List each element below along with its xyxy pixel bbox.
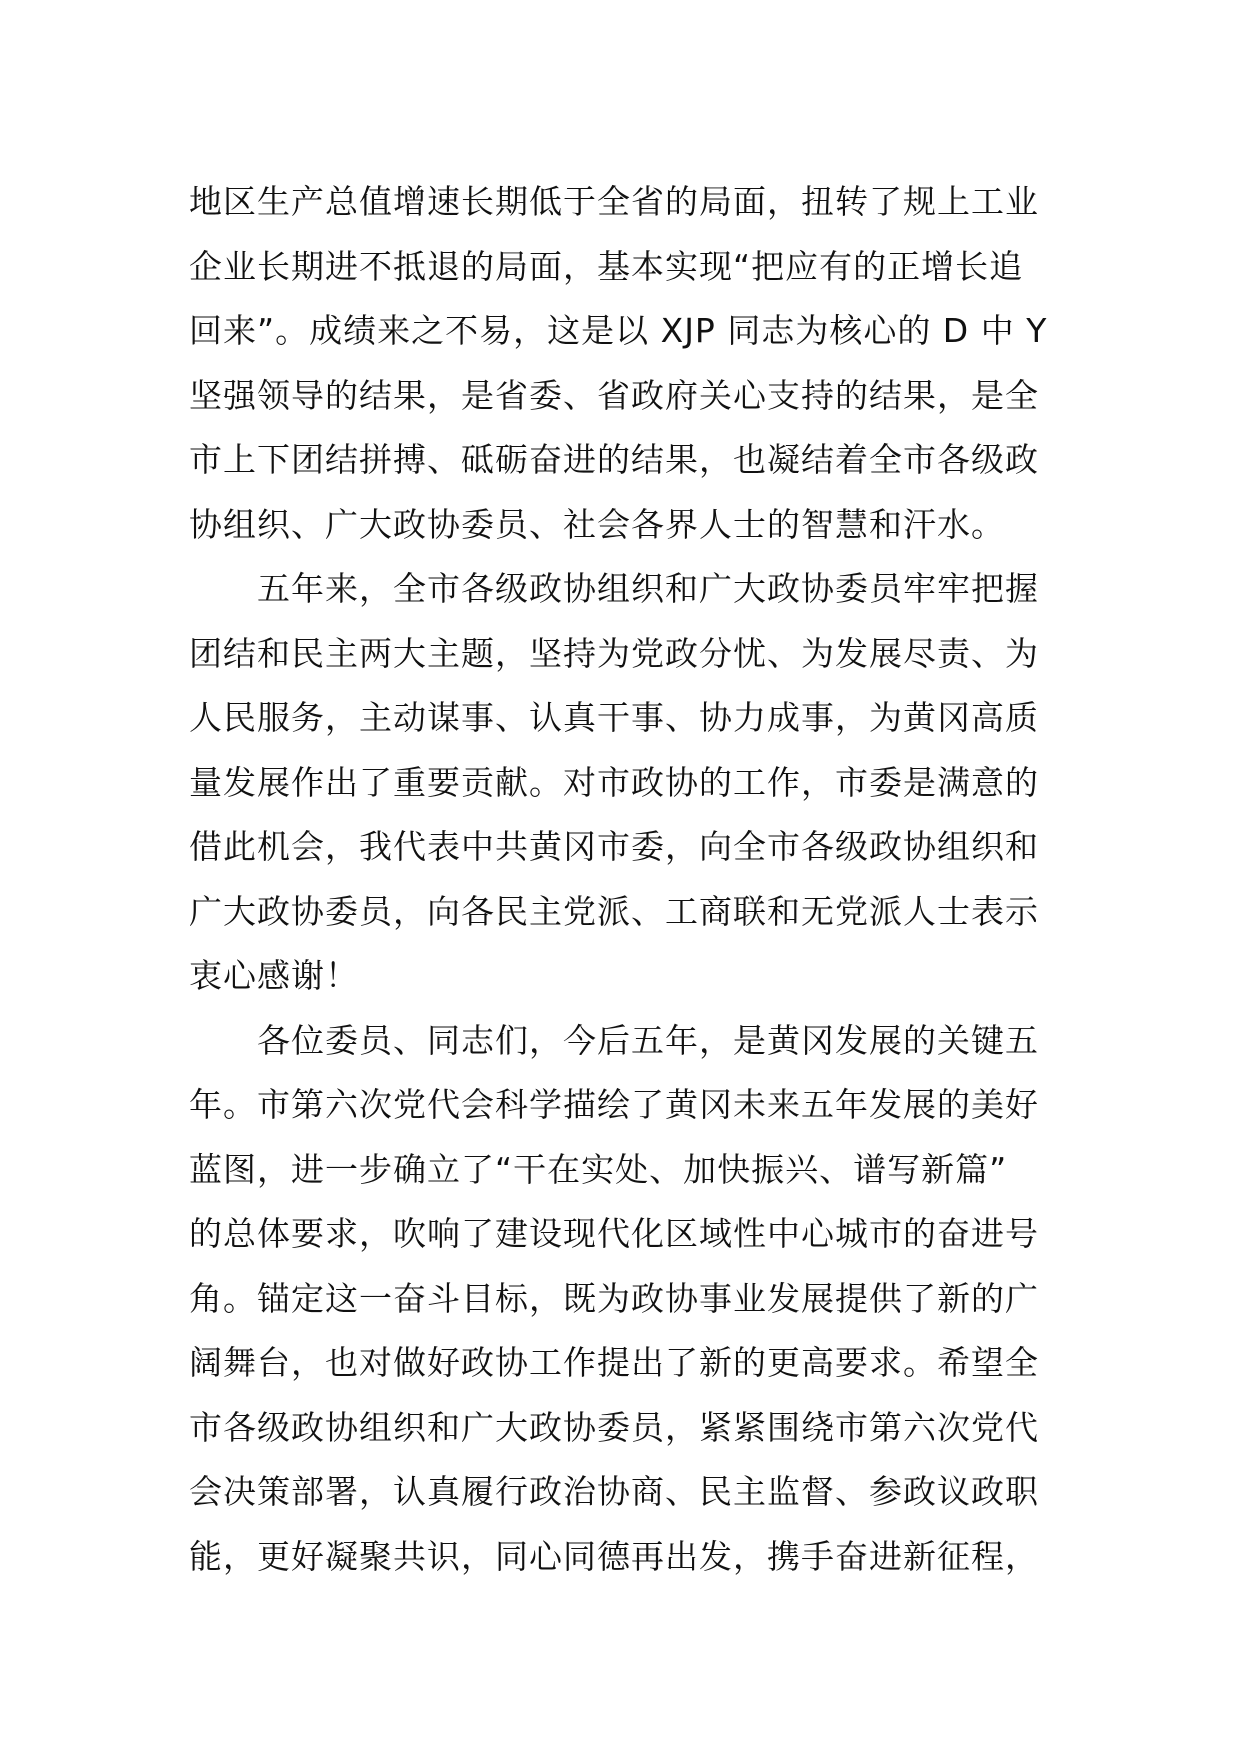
text-line: 年。市第六次党代会科学描绘了黄冈未来五年发展的美好 (189, 1085, 1039, 1124)
text-line: 地区生产总值增速长期低于全省的局面，扭转了规上工业 (189, 182, 1039, 221)
text-line: 协组织、广大政协委员、社会各界人士的智慧和汗水。 (189, 504, 1005, 544)
text-line: 各位委员、同志们，今后五年，是黄冈发展的关键五 (257, 1020, 1039, 1060)
text-line: 企业长期进不抵退的局面，基本实现“把应有的正增长追 (189, 246, 1024, 286)
text-line: 市上下团结拼搏、砥砺奋进的结果，也凝结着全市各级政 (189, 440, 1039, 479)
text-line: 能，更好凝聚共识，同心同德再出发，携手奋进新征程， (189, 1536, 1039, 1576)
paragraph-3 (189, 1009, 1059, 1590)
text-line: 团结和民主两大主题，坚持为党政分忧、为发展尽责、为 (189, 633, 1039, 673)
text-line: 阔舞台，也对做好政协工作提出了新的更高要求。希望全 (189, 1343, 1039, 1382)
text-line: 的总体要求，吹响了建设现代化区域性中心城市的奋进号 (189, 1214, 1039, 1253)
text-line: 借此机会，我代表中共黄冈市委，向全市各级政协组织和 (189, 827, 1039, 866)
text-line: 市各级政协组织和广大政协委员，紧紧围绕市第六次党代 (189, 1407, 1039, 1447)
paragraph-1 (189, 170, 1059, 557)
body-text (189, 170, 1059, 1589)
text-line: 角。锚定这一奋斗目标，既为政协事业发展提供了新的广 (189, 1278, 1039, 1318)
text-line: 衷心感谢！ (189, 956, 359, 995)
paragraph-2 (189, 557, 1059, 1009)
text-line: 广大政协委员，向各民主党派、工商联和无党派人士表示 (189, 891, 1039, 931)
text-line: 量发展作出了重要贡献。对市政协的工作，市委是满意的 (189, 762, 1039, 802)
text-line: 人民服务，主动谋事、认真干事、协力成事，为黄冈高质 (189, 698, 1039, 737)
text-line: 五年来，全市各级政协组织和广大政协委员牢牢把握 (257, 569, 1039, 608)
text-line: 会决策部署，认真履行政治协商、民主监督、参政议政职 (189, 1472, 1039, 1511)
text-line: 蓝图，进一步确立了“干在实处、加快振兴、谱写新篇” (189, 1149, 1008, 1189)
text-line: 回来”。成绩来之不易，这是以 XJP 同志为核心的 D 中 Y (189, 311, 1048, 350)
text-line: 坚强领导的结果，是省委、省政府关心支持的结果，是全 (189, 375, 1039, 415)
